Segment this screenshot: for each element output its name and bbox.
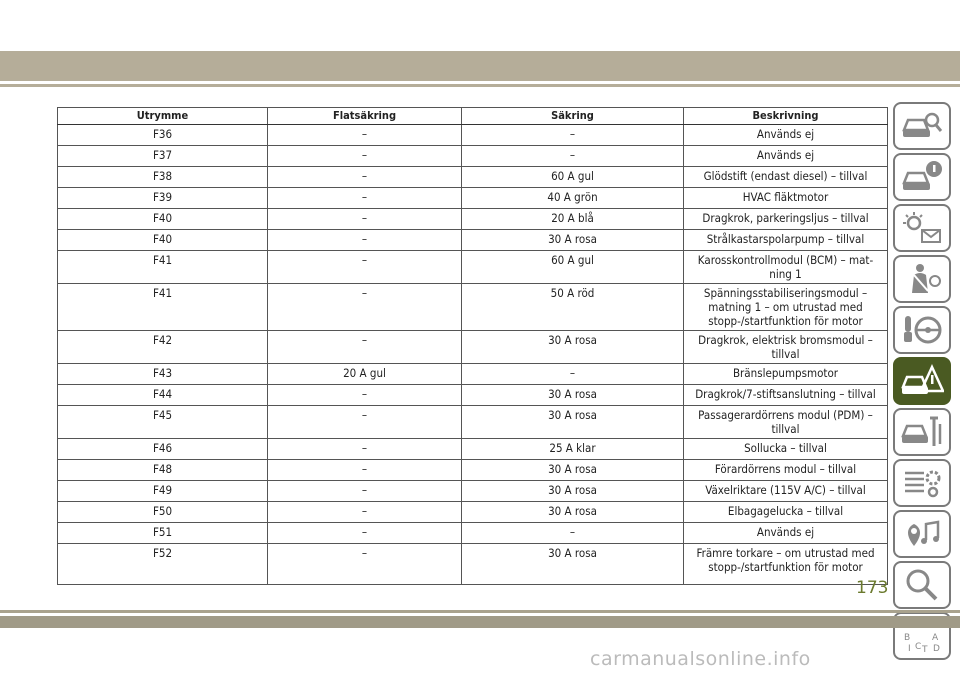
table-row: [58, 364, 888, 385]
tab-car-search[interactable]: [893, 102, 951, 150]
table-row: [58, 331, 888, 364]
cell-flatsakring: –: [268, 439, 462, 460]
index-letter: D: [933, 644, 940, 654]
tab-car-info[interactable]: [893, 153, 951, 201]
cell-flatsakring: 20 A gul: [268, 364, 462, 385]
top-header-band: [0, 51, 960, 81]
index-letter: T: [922, 645, 928, 654]
cell-flatsakring: –: [268, 331, 462, 364]
cell-flatsakring: –: [268, 502, 462, 523]
table-row: [58, 146, 888, 167]
cell-utrymme: F52: [58, 544, 268, 585]
index-letter: B: [904, 633, 911, 643]
tab-warning-lights[interactable]: [893, 204, 951, 252]
cell-utrymme: F38: [58, 167, 268, 188]
cell-beskrivning: Glödstift (endast diesel) – tillval: [684, 167, 888, 188]
table-row: [58, 460, 888, 481]
cell-utrymme: F39: [58, 188, 268, 209]
cell-beskrivning: Bränslepumpsmotor: [684, 364, 888, 385]
table-header-row: [58, 108, 888, 125]
table-row: [58, 502, 888, 523]
cell-beskrivning: Främre torkare – om utrustad med stopp-/startfunktion för motor: [684, 544, 888, 585]
cell-flatsakring: –: [268, 544, 462, 585]
multimedia-icon: [900, 516, 944, 552]
cell-sakring: 25 A klar: [462, 439, 684, 460]
cell-utrymme: F49: [58, 481, 268, 502]
cell-sakring: 50 A röd: [462, 284, 684, 331]
search-icon: [900, 567, 944, 603]
cell-flatsakring: –: [268, 284, 462, 331]
cell-utrymme: F40: [58, 209, 268, 230]
cell-flatsakring: –: [268, 523, 462, 544]
cell-sakring: –: [462, 364, 684, 385]
car-search-icon: [900, 108, 944, 144]
cell-flatsakring: –: [268, 385, 462, 406]
cell-sakring: –: [462, 146, 684, 167]
cell-sakring: 30 A rosa: [462, 481, 684, 502]
cell-beskrivning: Passagerardörrens modul (PDM) – tillval: [684, 406, 888, 439]
cell-beskrivning: HVAC fläktmotor: [684, 188, 888, 209]
cell-sakring: –: [462, 125, 684, 146]
tab-airbag-seatbelt[interactable]: [893, 255, 951, 303]
cell-flatsakring: –: [268, 146, 462, 167]
specifications-icon: [900, 465, 944, 501]
tab-multimedia[interactable]: [893, 510, 951, 558]
index-letter: I: [908, 644, 911, 654]
car-service-icon: [900, 414, 944, 450]
table-row: [58, 209, 888, 230]
tab-car-hazard[interactable]: [893, 357, 951, 405]
cell-flatsakring: –: [268, 460, 462, 481]
cell-flatsakring: –: [268, 481, 462, 502]
cell-utrymme: F43: [58, 364, 268, 385]
key-steering-icon: [900, 312, 944, 348]
cell-sakring: 20 A blå: [462, 209, 684, 230]
top-header-line: [0, 84, 960, 87]
column-header-utrymme: Utrymme: [58, 108, 268, 125]
tab-specifications[interactable]: [893, 459, 951, 507]
table-row: [58, 251, 888, 284]
fuse-table-container: [57, 107, 887, 585]
index-letter: A: [932, 633, 939, 643]
table-row: [58, 544, 888, 585]
cell-utrymme: F50: [58, 502, 268, 523]
car-hazard-icon: [900, 363, 944, 399]
table-row: [58, 385, 888, 406]
cell-beskrivning: Karosskontrollmodul (BCM) – mat-ning 1: [684, 251, 888, 284]
cell-flatsakring: –: [268, 230, 462, 251]
cell-sakring: 30 A rosa: [462, 502, 684, 523]
table-row: [58, 481, 888, 502]
cell-beskrivning: Strålkastarspolarpump – tillval: [684, 230, 888, 251]
cell-beskrivning: Dragkrok, parkeringsljus – tillval: [684, 209, 888, 230]
cell-utrymme: F36: [58, 125, 268, 146]
cell-utrymme: F48: [58, 460, 268, 481]
cell-flatsakring: –: [268, 406, 462, 439]
cell-sakring: 40 A grön: [462, 188, 684, 209]
cell-utrymme: F51: [58, 523, 268, 544]
cell-utrymme: F42: [58, 331, 268, 364]
cell-utrymme: F46: [58, 439, 268, 460]
cell-beskrivning: Används ej: [684, 146, 888, 167]
column-header-beskrivning: Beskrivning: [684, 108, 888, 125]
column-header-sakring: Säkring: [462, 108, 684, 125]
airbag-seatbelt-icon: [900, 261, 944, 297]
cell-sakring: 30 A rosa: [462, 544, 684, 585]
page-number: 173: [856, 578, 889, 598]
table-row: [58, 439, 888, 460]
table-row: [58, 230, 888, 251]
cell-beskrivning: Dragkrok/7-stiftsanslutning – tillval: [684, 385, 888, 406]
car-info-icon: [900, 159, 944, 195]
cell-sakring: 30 A rosa: [462, 460, 684, 481]
fuse-table: [57, 107, 888, 585]
cell-beskrivning: Dragkrok, elektrisk bromsmodul – tillval: [684, 331, 888, 364]
cell-flatsakring: –: [268, 125, 462, 146]
watermark-text: carmanualsonline.info: [590, 648, 811, 670]
tab-car-service[interactable]: [893, 408, 951, 456]
table-row: [58, 125, 888, 146]
cell-utrymme: F41: [58, 284, 268, 331]
cell-beskrivning: Växelriktare (115V A/C) – tillval: [684, 481, 888, 502]
column-header-flatsakring: Flatsäkring: [268, 108, 462, 125]
cell-beskrivning: Sollucka – tillval: [684, 439, 888, 460]
cell-sakring: 30 A rosa: [462, 331, 684, 364]
cell-flatsakring: –: [268, 209, 462, 230]
cell-utrymme: F40: [58, 230, 268, 251]
cell-beskrivning: Elbagagelucka – tillval: [684, 502, 888, 523]
table-row: [58, 406, 888, 439]
cell-sakring: 30 A rosa: [462, 385, 684, 406]
cell-utrymme: F44: [58, 385, 268, 406]
cell-beskrivning: Används ej: [684, 523, 888, 544]
tab-search[interactable]: [893, 561, 951, 609]
cell-beskrivning: Används ej: [684, 125, 888, 146]
warning-lights-icon: [900, 210, 944, 246]
cell-flatsakring: –: [268, 167, 462, 188]
cell-sakring: 30 A rosa: [462, 406, 684, 439]
table-row: [58, 523, 888, 544]
cell-sakring: –: [462, 523, 684, 544]
cell-beskrivning: Förardörrens modul – tillval: [684, 460, 888, 481]
index-letter: C: [915, 642, 922, 652]
cell-utrymme: F45: [58, 406, 268, 439]
cell-utrymme: F37: [58, 146, 268, 167]
cell-beskrivning: Spänningsstabiliseringsmodul – matning 1 – om utrustad med stopp-/startfunktion för motor: [684, 284, 888, 331]
cell-sakring: 30 A rosa: [462, 230, 684, 251]
table-row: [58, 284, 888, 331]
bottom-footer-line: [0, 610, 960, 613]
cell-sakring: 60 A gul: [462, 167, 684, 188]
tab-key-steering[interactable]: [893, 306, 951, 354]
cell-sakring: 60 A gul: [462, 251, 684, 284]
cell-utrymme: F41: [58, 251, 268, 284]
cell-flatsakring: –: [268, 188, 462, 209]
bottom-footer-band: [0, 616, 960, 628]
cell-flatsakring: –: [268, 251, 462, 284]
table-row: [58, 167, 888, 188]
table-row: [58, 188, 888, 209]
